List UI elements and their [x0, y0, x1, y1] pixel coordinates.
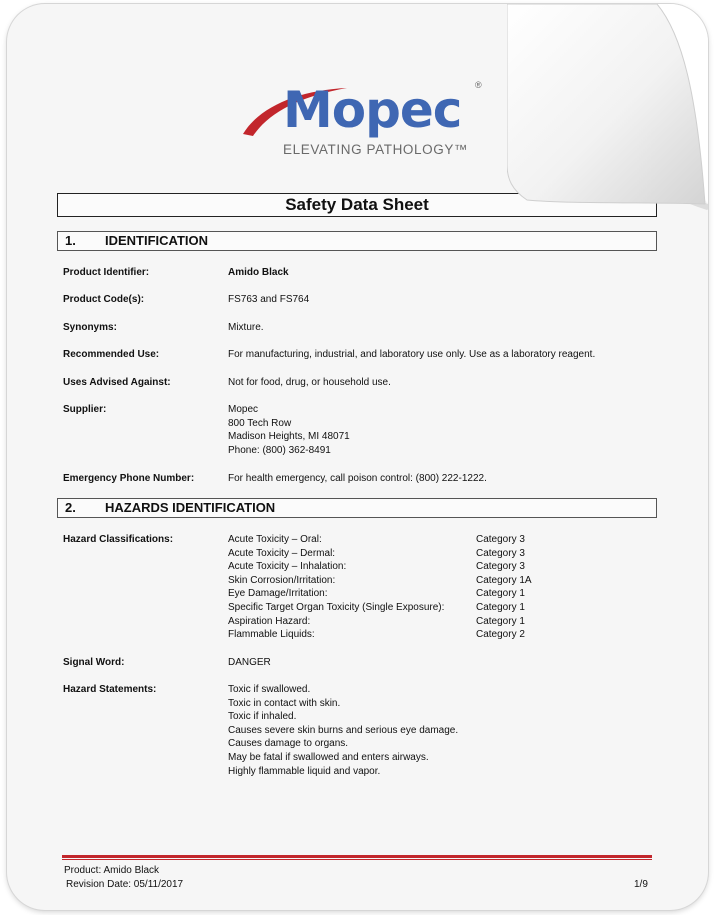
- section-title: IDENTIFICATION: [105, 233, 209, 248]
- footer-revision-date: Revision Date: 05/11/2017: [66, 879, 184, 890]
- field-value: FS763 and FS764: [228, 294, 310, 305]
- hazard-item: Eye Damage/Irritation:: [228, 588, 328, 600]
- field-label: Product Code(s):: [63, 294, 145, 305]
- field-value: Amido Black: [228, 267, 289, 278]
- hazard-statement: Highly flammable liquid and vapor.: [228, 765, 381, 777]
- page-curl-icon: [507, 4, 708, 210]
- hazard-category: Category 3: [476, 547, 525, 559]
- address-line: Madison Heights, MI 48071: [228, 431, 350, 443]
- hazard-category: Category 2: [476, 629, 525, 641]
- hazard-statement: Toxic in contact with skin.: [228, 697, 341, 709]
- address-line: Mopec: [228, 404, 259, 415]
- field-label: Supplier:: [63, 404, 107, 415]
- supplier-address: [228, 403, 350, 457]
- hazard-category: Category 3: [476, 534, 525, 545]
- hazard-item: Aspiration Hazard:: [228, 615, 311, 627]
- field-label: Product Identifier:: [63, 267, 150, 278]
- hazard-item: Acute Toxicity – Oral:: [228, 534, 322, 545]
- field-label: Recommended Use:: [63, 349, 160, 360]
- logo-tagline: ELEVATING PATHOLOGY™: [283, 142, 469, 157]
- document-page: [7, 4, 708, 910]
- field-label: Hazard Classifications:: [63, 534, 174, 545]
- hazard-category: Category 1: [476, 588, 525, 600]
- hazard-statement: Causes damage to organs.: [228, 738, 349, 750]
- address-line: 800 Tech Row: [228, 417, 292, 429]
- section-title: HAZARDS IDENTIFICATION: [105, 500, 276, 515]
- hazard-category: Category 3: [476, 561, 525, 573]
- field-label: Signal Word:: [63, 657, 125, 668]
- section-2-header: [57, 498, 657, 518]
- hazard-item: Flammable Liquids:: [228, 629, 315, 641]
- hazard-item: Specific Target Organ Toxicity (Single Exposure):: [228, 601, 445, 613]
- field-value: For health emergency, call poison control: (800) 222-1222.: [228, 473, 487, 484]
- address-line: Phone: (800) 362-8491: [228, 444, 331, 456]
- signal-word: DANGER: [228, 657, 271, 668]
- hazard-statement: May be fatal if swallowed and enters airways.: [228, 751, 429, 763]
- field-label: Uses Advised Against:: [63, 377, 171, 388]
- section-number: 1.: [65, 233, 76, 248]
- hazard-statement: Toxic if swallowed.: [228, 684, 311, 695]
- hazard-statement: Causes severe skin burns and serious eye damage.: [228, 724, 459, 736]
- hazard-item: Skin Corrosion/Irritation:: [228, 574, 336, 586]
- statement-list: [228, 683, 458, 778]
- section-1-header: [57, 231, 657, 251]
- hazard-statement: Toxic if inhaled.: [228, 711, 297, 723]
- logo-wordmark: Mopec: [283, 81, 462, 139]
- field-value: For manufacturing, industrial, and laboratory use only. Use as a laboratory reagent.: [228, 349, 596, 360]
- footer-divider: [62, 855, 652, 858]
- footer-product: Product: Amido Black: [64, 865, 160, 876]
- mopec-logo: [239, 74, 499, 169]
- hazard-category: Category 1: [476, 615, 525, 627]
- category-list: [476, 533, 532, 642]
- field-label: Synonyms:: [63, 322, 117, 333]
- logo-registered-mark: ®: [475, 80, 482, 90]
- section-number: 2.: [65, 500, 76, 515]
- field-label: Hazard Statements:: [63, 684, 157, 695]
- field-label: Emergency Phone Number:: [63, 473, 195, 484]
- document-title: Safety Data Sheet: [57, 193, 657, 217]
- footer-divider-thin: [62, 859, 652, 860]
- field-value: Mixture.: [228, 322, 264, 333]
- field-value: Not for food, drug, or household use.: [228, 377, 391, 388]
- hazard-category: Category 1A: [476, 574, 532, 586]
- hazard-item: Acute Toxicity – Dermal:: [228, 547, 336, 559]
- hazard-item: Acute Toxicity – Inhalation:: [228, 561, 347, 573]
- hazard-category: Category 1: [476, 601, 525, 613]
- hazard-list: [228, 533, 444, 642]
- page-number: 1/9: [634, 879, 648, 890]
